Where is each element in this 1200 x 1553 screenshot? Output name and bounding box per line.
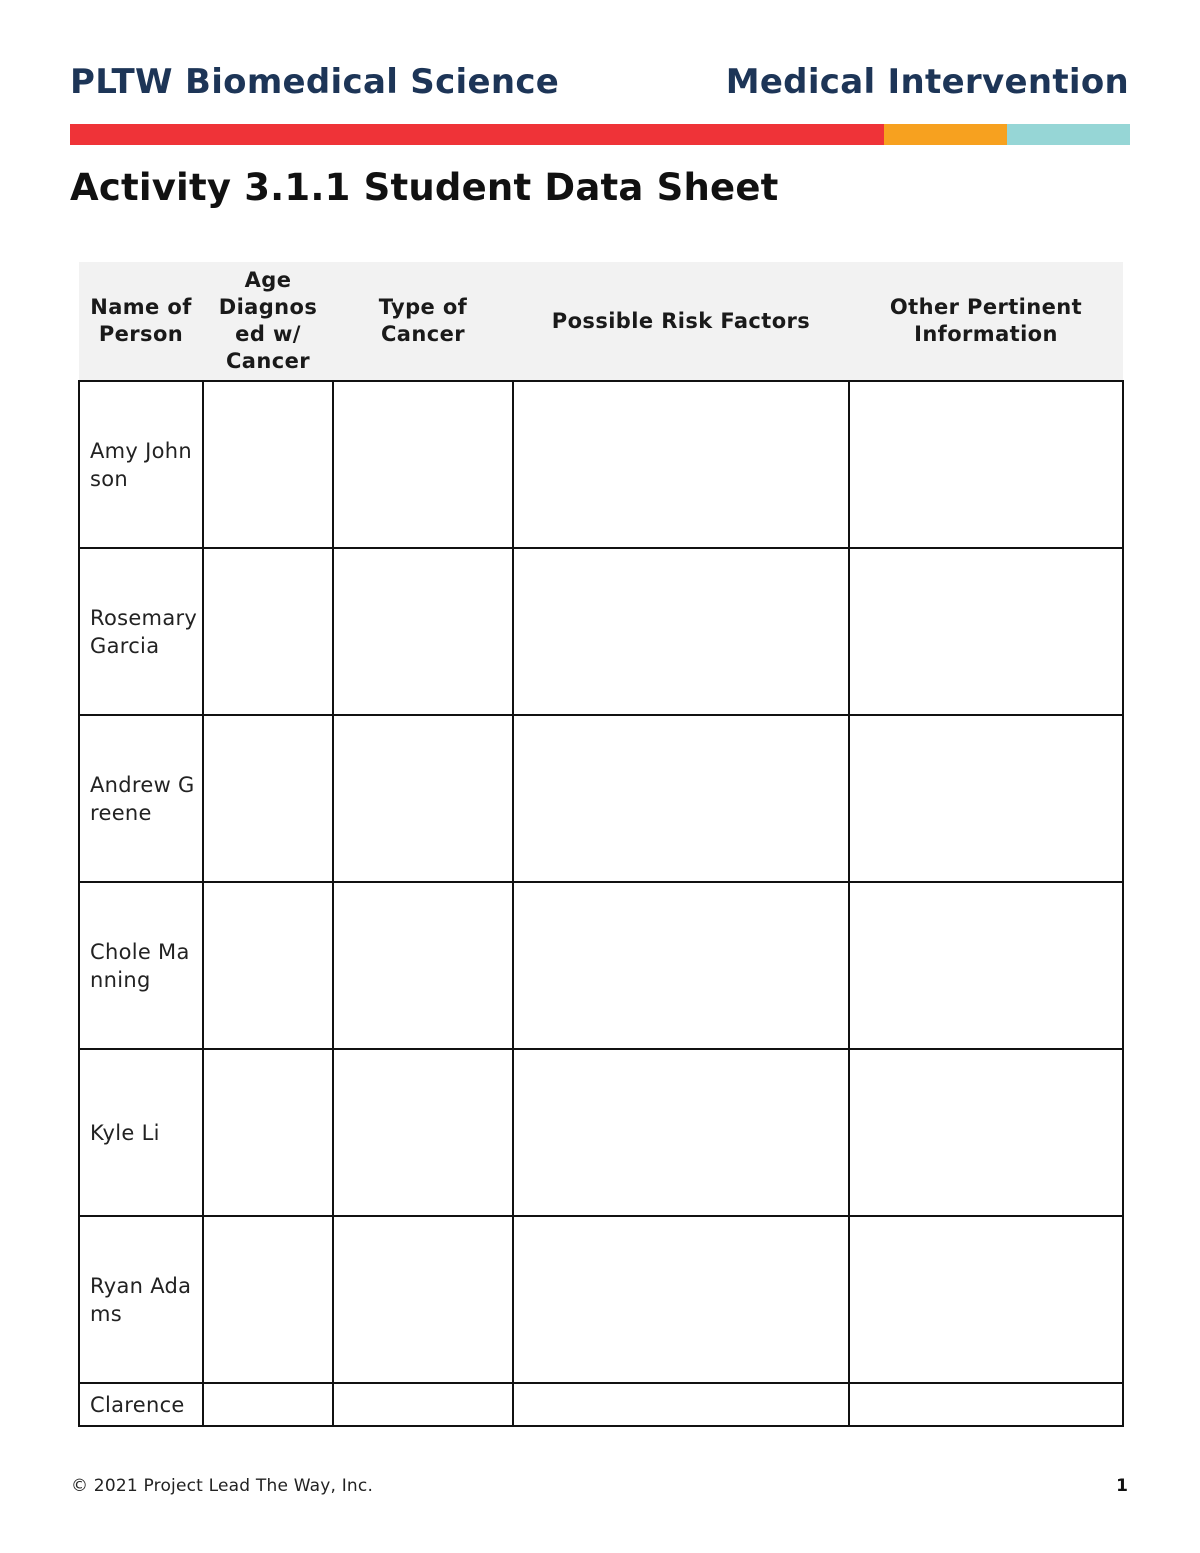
age-cell[interactable] [203,1383,333,1426]
other-info-cell[interactable] [849,1049,1123,1216]
other-info-cell[interactable] [849,882,1123,1049]
person-name-cell: Ryan Adams [79,1216,203,1383]
table-row [79,1049,1123,1216]
table-row [79,1216,1123,1383]
table-header-row [79,262,1123,381]
age-cell[interactable] [203,1216,333,1383]
page-title: Activity 3.1.1 Student Data Sheet [70,166,779,209]
cancer-type-cell[interactable] [333,882,513,1049]
person-name-cell: Clarence [79,1383,203,1426]
header-color-bar [70,124,1130,145]
risk-factors-cell[interactable] [513,882,849,1049]
age-cell[interactable] [203,882,333,1049]
header-course-title: PLTW Biomedical Science [70,62,560,102]
person-name-cell: Amy Johnson [79,381,203,548]
cancer-type-cell[interactable] [333,1383,513,1426]
table-row [79,715,1123,882]
student-data-table [78,262,1124,1427]
color-bar-red-segment [70,124,884,145]
person-name-cell: Chole Manning [79,882,203,1049]
person-name-cell: Rosemary Garcia [79,548,203,715]
page-number: 1 [1116,1476,1128,1496]
other-info-cell[interactable] [849,1383,1123,1426]
header-unit-title: Medical Intervention [725,62,1129,102]
table-row [79,1383,1123,1426]
column-header-name: Name of Person [79,262,203,381]
age-cell[interactable] [203,381,333,548]
risk-factors-cell[interactable] [513,715,849,882]
risk-factors-cell[interactable] [513,1216,849,1383]
risk-factors-cell[interactable] [513,1049,849,1216]
cancer-type-cell[interactable] [333,1049,513,1216]
footer-copyright: © 2021 Project Lead The Way, Inc. [71,1476,374,1496]
cancer-type-cell[interactable] [333,1216,513,1383]
other-info-cell[interactable] [849,381,1123,548]
cancer-type-cell[interactable] [333,381,513,548]
risk-factors-cell[interactable] [513,1383,849,1426]
table-row [79,381,1123,548]
table-row [79,548,1123,715]
color-bar-teal-segment [1007,124,1130,145]
cancer-type-cell[interactable] [333,715,513,882]
column-header-risk-factors: Possible Risk Factors [513,262,849,381]
cancer-type-cell[interactable] [333,548,513,715]
other-info-cell[interactable] [849,715,1123,882]
column-header-cancer-type: Type of Cancer [333,262,513,381]
age-cell[interactable] [203,715,333,882]
risk-factors-cell[interactable] [513,381,849,548]
other-info-cell[interactable] [849,548,1123,715]
table-row [79,882,1123,1049]
risk-factors-cell[interactable] [513,548,849,715]
column-header-age-diagnosed: Age Diagnos ed w/ Cancer [203,262,333,381]
column-header-other-info: Other Pertinent Information [849,262,1123,381]
age-cell[interactable] [203,548,333,715]
person-name-cell: Andrew Greene [79,715,203,882]
color-bar-orange-segment [884,124,1007,145]
other-info-cell[interactable] [849,1216,1123,1383]
person-name-cell: Kyle Li [79,1049,203,1216]
age-cell[interactable] [203,1049,333,1216]
